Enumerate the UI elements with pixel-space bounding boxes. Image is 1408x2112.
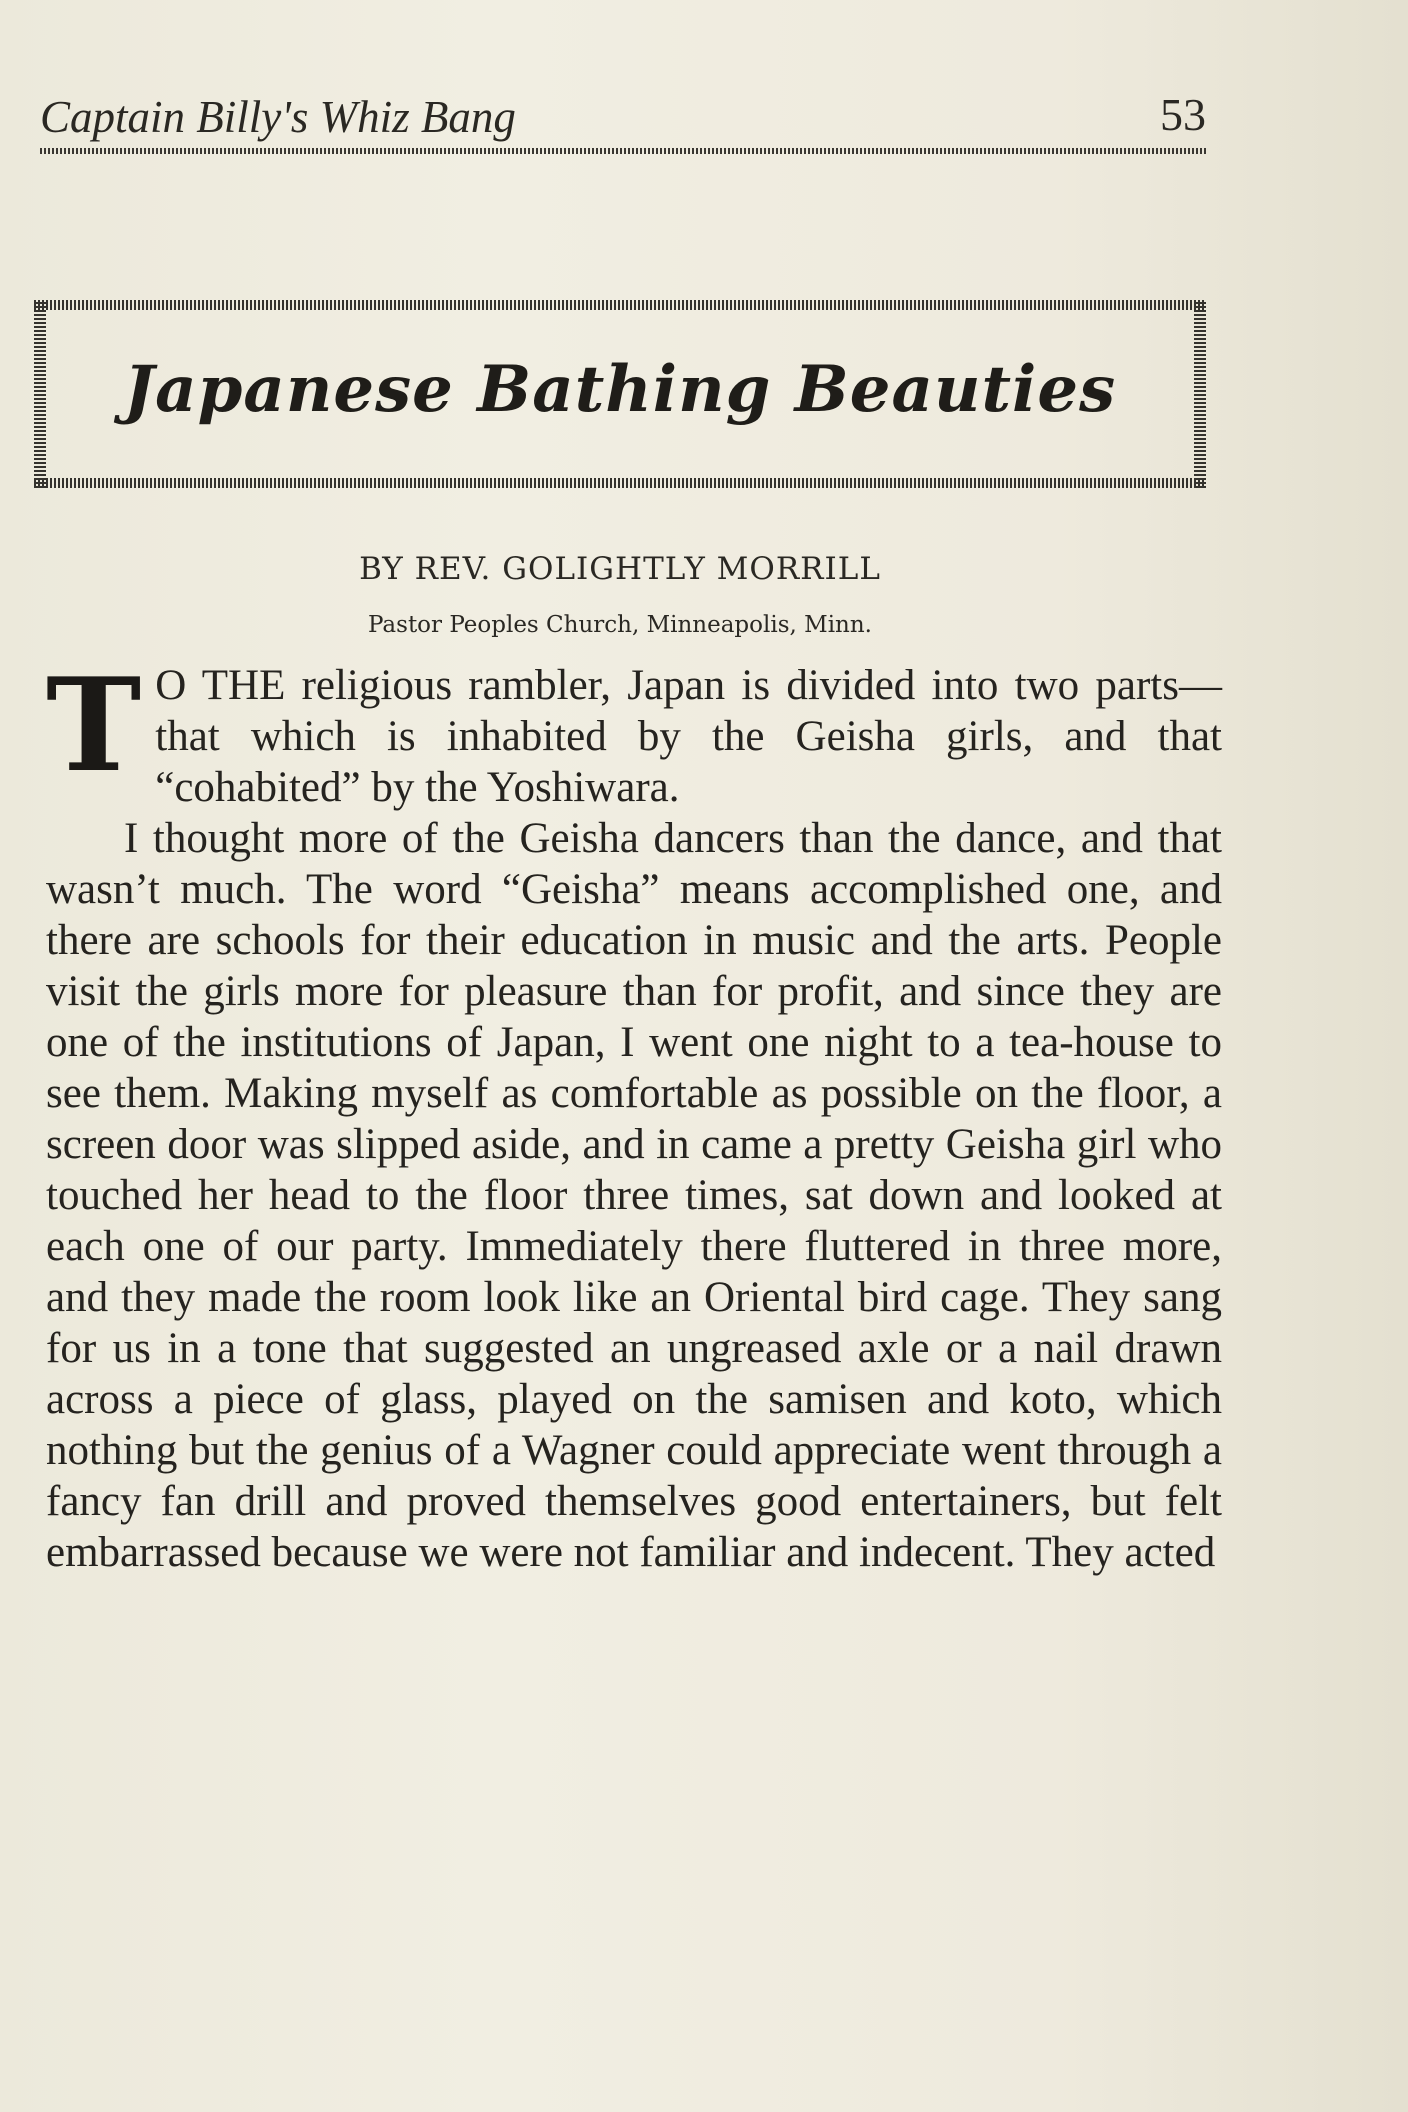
- title-box-bottom-rule: [34, 478, 1206, 488]
- article-body: [46, 651, 1222, 2010]
- paragraph-text: O THE religious rambler, Japan is divided into two parts—that which is inhabited by the Geisha girls, and that “cohabited” by the Yoshiwara.: [155, 662, 1222, 811]
- paragraph: [46, 651, 1222, 813]
- title-box: [34, 300, 1206, 488]
- running-header: [40, 88, 1206, 152]
- article-title: Japanese Bathing Beauties: [123, 352, 1117, 427]
- byline: BY REV. GOLIGHTLY MORRILL: [359, 551, 881, 587]
- title-box-top-rule: [34, 300, 1206, 310]
- journal-title: Captain Billy's Whiz Bang: [40, 92, 516, 142]
- drop-cap: T: [46, 651, 142, 801]
- author-affiliation: Pastor Peoples Church, Minneapolis, Minn.: [367, 612, 872, 638]
- page-number: 53: [1160, 89, 1206, 140]
- header-rule: [40, 148, 1206, 154]
- paragraph: I thought more of the Geisha dancers than the dance, and that wasn’t much. The word “Geisha” means accomplished one, and there are schools for their education in music and the arts. People visit the girls more for pleasure than for profit, and since they are one of the institutions of Japan, I went one night to a tea-house to see them. Making myself as comfortable as possible on the floor, a screen door was slipped aside, and in came a pretty Geisha girl who touched her head to the floor three times, sat down and looked at each one of our party. Immediately there fluttered in three more, and they made the room look like an Oriental bird cage. They sang for us in a tone that suggested an ungreased axle or a nail drawn across a piece of glass, played on the samisen and koto, which nothing but the genius of a Wagner could appreciate went through a fancy fan drill and proved themselves good entertainers, but felt embarrassed because we were not familiar and indecent. They acted: [46, 815, 1222, 1576]
